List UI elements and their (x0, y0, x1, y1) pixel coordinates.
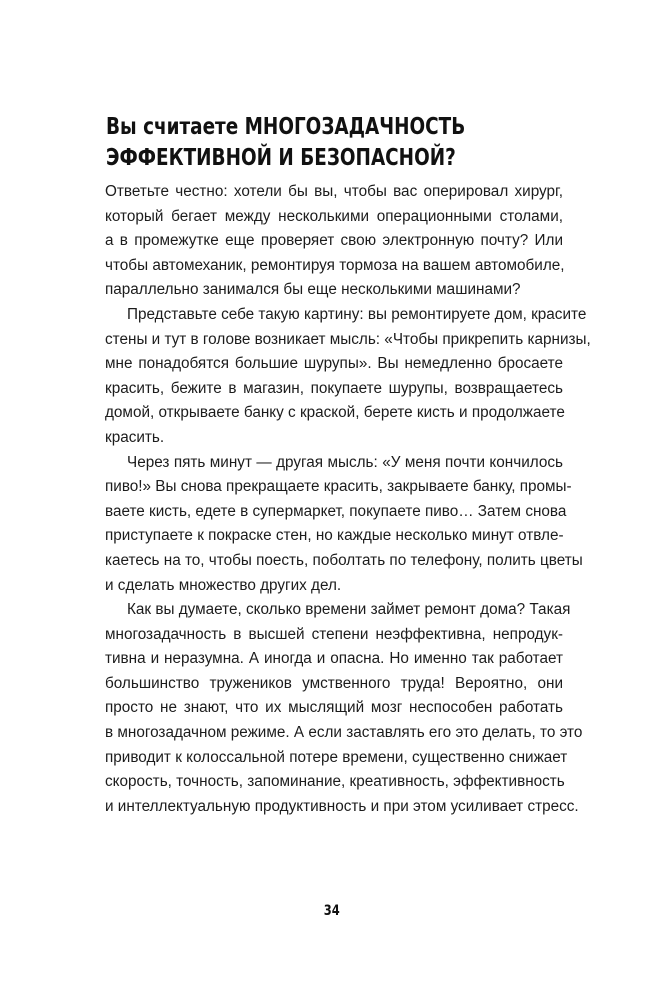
text-line: красить. (105, 428, 165, 446)
heading-line: ЭФФЕКТИВНОЙ И БЕЗОПАСНОЙ? (106, 145, 456, 171)
section-heading (106, 112, 482, 174)
text-line: красить, бежите в магазин, покупаете шурупы, возвращаетесь (105, 379, 563, 397)
text-line: многозадачность в высшей степени неэффективна, непродук- (105, 625, 563, 643)
paragraph-1 (105, 180, 563, 303)
text-line: мне понадобятся большие шурупы». Вы немедленно бросаете (105, 355, 563, 373)
text-line: тивна и неразумна. А иногда и опасна. Но именно так работает (105, 650, 563, 668)
text-line: домой, открываете банку с краской, берете кисть и продолжаете (105, 404, 565, 422)
text-line: каетесь на то, чтобы поесть, поболтать по телефону, полить цветы (105, 551, 583, 569)
text-line: ваете кисть, едете в супермаркет, покупаете пиво… Затем снова (105, 502, 567, 520)
text-line: и сделать множество других дел. (105, 576, 342, 594)
text-line: чтобы автомеханик, ремонтируя тормоза на вашем автомобиле, (105, 256, 565, 274)
text-line: Через пять минут — другая мысль: «У меня почти кончилось (127, 453, 563, 471)
text-line: параллельно занимался бы еще несколькими машинами? (105, 281, 521, 299)
page-number-text: 34 (324, 903, 340, 919)
text-line: Как вы думаете, сколько времени займет ремонт дома? Такая (127, 601, 571, 619)
text-line: большинство тружеников умственного труда! Вероятно, они (105, 674, 563, 692)
text-line: приступаете к покраске стен, но каждые несколько минут отвле- (105, 527, 564, 545)
paragraph-2 (105, 303, 591, 451)
heading-line: Вы считаете МНОГОЗАДАЧНОСТЬ (106, 114, 466, 140)
text-line: который бегает между несколькими операционными столами, (105, 207, 563, 225)
text-line: в многозадачном режиме. А если заставлять его это делать, то это (105, 724, 583, 742)
paragraph-4 (105, 598, 583, 819)
text-line: Представьте себе такую картину: вы ремонтируете дом, красите (127, 305, 587, 323)
text-line: и интеллектуальную продуктивность и при этом усиливает стресс. (105, 797, 579, 815)
text-line: Ответьте честно: хотели бы вы, чтобы вас оперировал хирург, (105, 183, 563, 200)
text-line: пиво!» Вы снова прекращаете красить, закрываете банку, промы- (105, 478, 572, 496)
text-line: просто не знают, что их мыслящий мозг неспособен работать (105, 699, 563, 717)
text-line: скорость, точность, запоминание, креативность, эффективность (105, 773, 565, 791)
body-text (105, 180, 591, 819)
text-line: стены и тут в голове возникает мысль: «Чтобы прикрепить карнизы, (105, 330, 591, 348)
text-line: приводит к колоссальной потере времени, существенно снижает (105, 748, 568, 766)
page-number (0, 902, 664, 920)
paragraph-3 (105, 451, 583, 599)
text-line: а в промежутке еще проверяет свою электронную почту? Или (105, 232, 563, 250)
